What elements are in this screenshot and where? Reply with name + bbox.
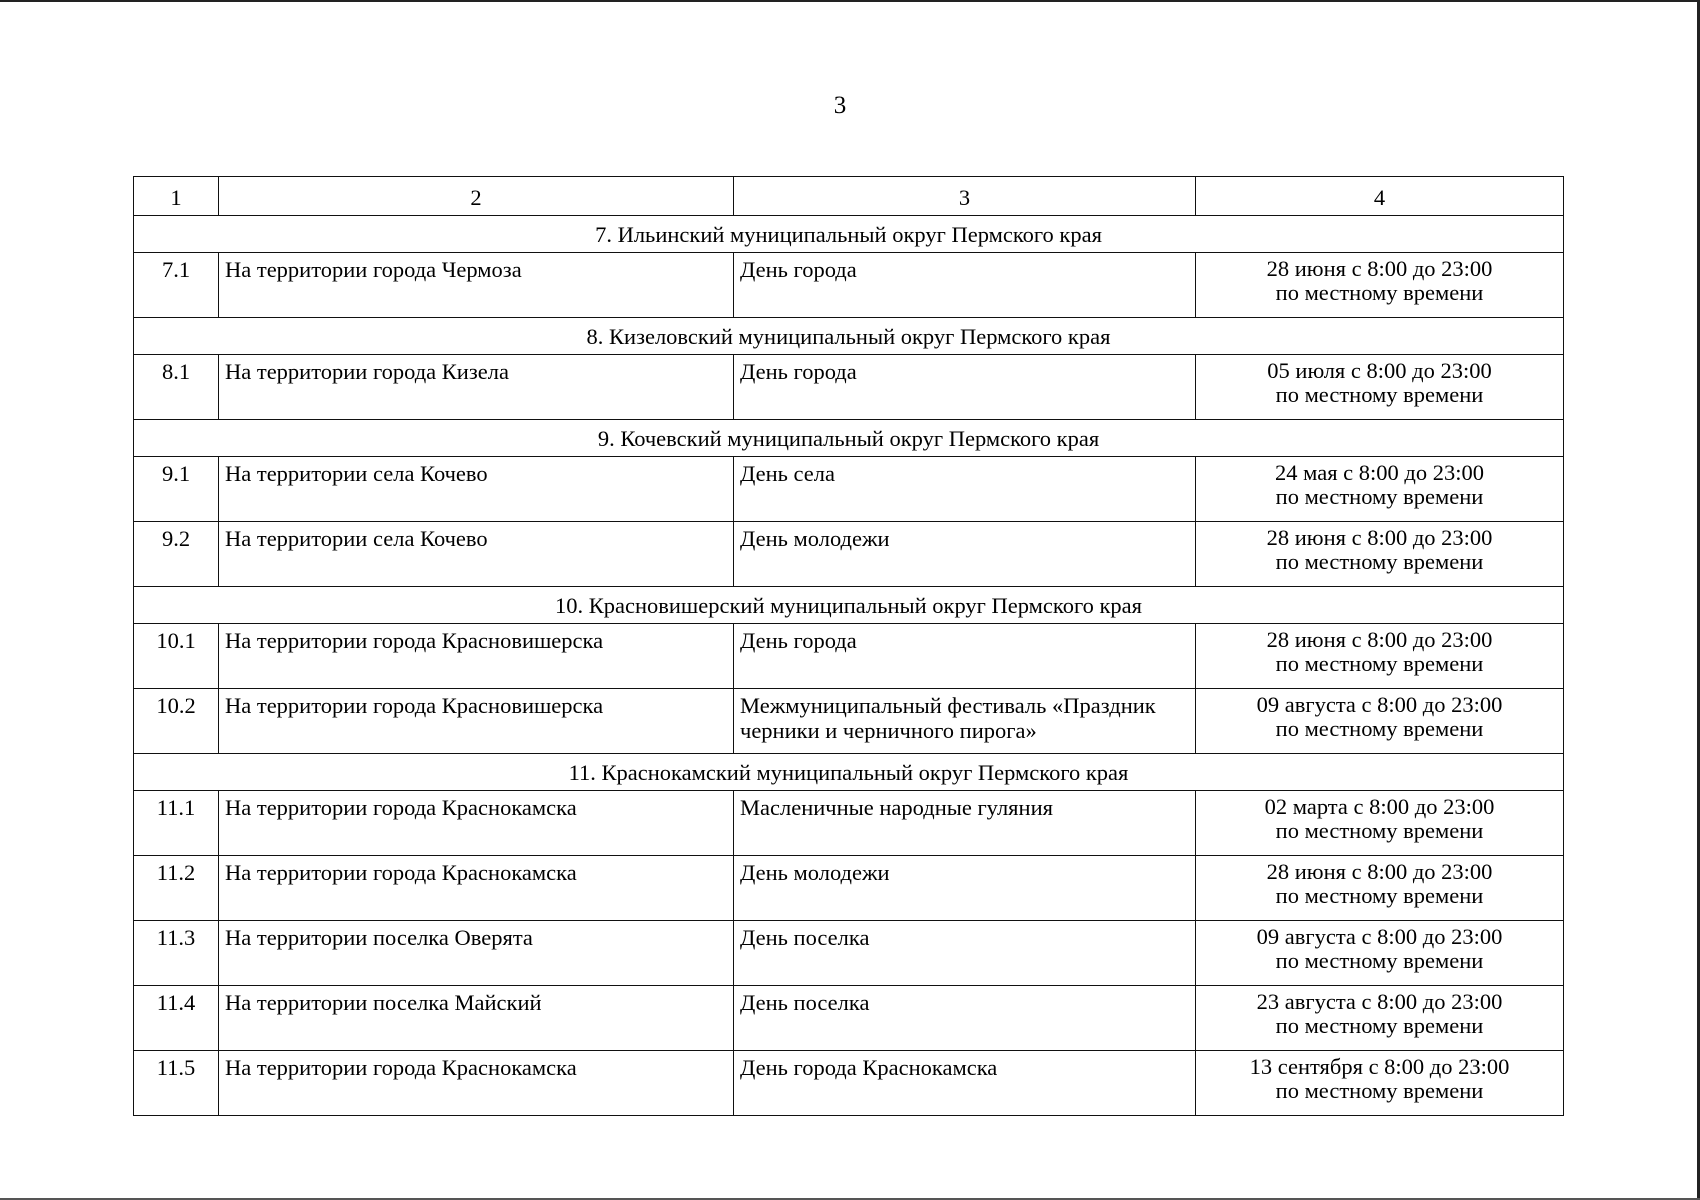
table-row <box>134 355 1564 420</box>
row-number: 7.1 <box>134 253 219 318</box>
event-location: На территории поселка Оверята <box>219 921 734 986</box>
event-date: 09 августа с 8:00 до 23:00 <box>1256 692 1503 717</box>
time-zone-note: по местному времени <box>1275 716 1484 741</box>
event-name: День села <box>734 457 1196 522</box>
section-title: 7. Ильинский муниципальный округ Пермского края <box>134 216 1564 253</box>
event-location: На территории города Краснокамска <box>219 856 734 921</box>
table-row <box>134 689 1564 754</box>
time-zone-note: по местному времени <box>1275 1078 1484 1103</box>
event-datetime <box>1196 791 1564 856</box>
section-row <box>134 754 1564 791</box>
section-row <box>134 420 1564 457</box>
row-number: 11.1 <box>134 791 219 856</box>
row-number: 10.1 <box>134 624 219 689</box>
row-number: 11.2 <box>134 856 219 921</box>
event-datetime <box>1196 921 1564 986</box>
event-date: 28 июня с 8:00 до 23:00 <box>1266 627 1493 652</box>
section-row <box>134 216 1564 253</box>
event-datetime <box>1196 522 1564 587</box>
event-datetime <box>1196 624 1564 689</box>
event-name: Межмуниципальный фестиваль «Праздник черники и черничного пирога» <box>734 689 1196 754</box>
event-datetime <box>1196 253 1564 318</box>
time-zone-note: по местному времени <box>1275 883 1484 908</box>
time-zone-note: по местному времени <box>1275 948 1484 973</box>
table-row <box>134 921 1564 986</box>
event-datetime <box>1196 1051 1564 1116</box>
event-location: На территории города Красновишерска <box>219 689 734 754</box>
row-number: 11.4 <box>134 986 219 1051</box>
event-location: На территории города Кизела <box>219 355 734 420</box>
event-location: На территории города Красновишерска <box>219 624 734 689</box>
event-location: На территории села Кочево <box>219 457 734 522</box>
event-datetime <box>1196 355 1564 420</box>
time-zone-note: по местному времени <box>1275 280 1484 305</box>
table-row <box>134 791 1564 856</box>
time-zone-note: по местному времени <box>1275 818 1484 843</box>
event-name: День города <box>734 253 1196 318</box>
row-number: 11.3 <box>134 921 219 986</box>
event-date: 28 июня с 8:00 до 23:00 <box>1266 859 1493 884</box>
event-name: День города <box>734 355 1196 420</box>
scan-border-top <box>0 0 1700 2</box>
event-datetime <box>1196 856 1564 921</box>
row-number: 9.2 <box>134 522 219 587</box>
event-name: Масленичные народные гуляния <box>734 791 1196 856</box>
table-row <box>134 253 1564 318</box>
row-number: 10.2 <box>134 689 219 754</box>
event-datetime <box>1196 457 1564 522</box>
section-row <box>134 318 1564 355</box>
row-number: 9.1 <box>134 457 219 522</box>
event-location: На территории поселка Майский <box>219 986 734 1051</box>
event-location: На территории села Кочево <box>219 522 734 587</box>
event-location: На территории города Краснокамска <box>219 791 734 856</box>
event-location: На территории города Краснокамска <box>219 1051 734 1116</box>
event-name: День молодежи <box>734 856 1196 921</box>
event-date: 28 июня с 8:00 до 23:00 <box>1266 256 1493 281</box>
event-location: На территории города Чермоза <box>219 253 734 318</box>
table-row <box>134 457 1564 522</box>
event-name: День молодежи <box>734 522 1196 587</box>
event-date: 28 июня с 8:00 до 23:00 <box>1266 525 1493 550</box>
section-title: 11. Краснокамский муниципальный округ Пермского края <box>134 754 1564 791</box>
table-row <box>134 856 1564 921</box>
time-zone-note: по местному времени <box>1275 484 1484 509</box>
event-date: 05 июля с 8:00 до 23:00 <box>1267 358 1492 383</box>
column-number-1: 1 <box>134 177 219 216</box>
event-name: День города Краснокамска <box>734 1051 1196 1116</box>
section-title: 10. Красновишерский муниципальный округ Пермского края <box>134 587 1564 624</box>
event-name: День поселка <box>734 921 1196 986</box>
events-table-body <box>134 177 1564 1116</box>
column-number-3: 3 <box>734 177 1196 216</box>
column-number-4: 4 <box>1196 177 1564 216</box>
event-date: 13 сентября с 8:00 до 23:00 <box>1249 1054 1510 1079</box>
event-name: День поселка <box>734 986 1196 1051</box>
time-zone-note: по местному времени <box>1275 651 1484 676</box>
table-row <box>134 624 1564 689</box>
section-title: 8. Кизеловский муниципальный округ Пермского края <box>134 318 1564 355</box>
table-row <box>134 522 1564 587</box>
event-date: 23 августа с 8:00 до 23:00 <box>1256 989 1503 1014</box>
event-datetime <box>1196 689 1564 754</box>
event-date: 24 мая с 8:00 до 23:00 <box>1275 460 1484 485</box>
table-row <box>134 986 1564 1051</box>
events-table <box>133 176 1564 1116</box>
row-number: 8.1 <box>134 355 219 420</box>
section-row <box>134 587 1564 624</box>
time-zone-note: по местному времени <box>1275 549 1484 574</box>
row-number: 11.5 <box>134 1051 219 1116</box>
column-number-2: 2 <box>219 177 734 216</box>
event-name: День города <box>734 624 1196 689</box>
event-date: 09 августа с 8:00 до 23:00 <box>1256 924 1503 949</box>
section-title: 9. Кочевский муниципальный округ Пермского края <box>134 420 1564 457</box>
time-zone-note: по местному времени <box>1275 1013 1484 1038</box>
event-date: 02 марта с 8:00 до 23:00 <box>1264 794 1495 819</box>
table-row <box>134 1051 1564 1116</box>
time-zone-note: по местному времени <box>1275 382 1484 407</box>
column-number-row <box>134 177 1564 216</box>
page-number: 3 <box>833 92 847 119</box>
event-datetime <box>1196 986 1564 1051</box>
